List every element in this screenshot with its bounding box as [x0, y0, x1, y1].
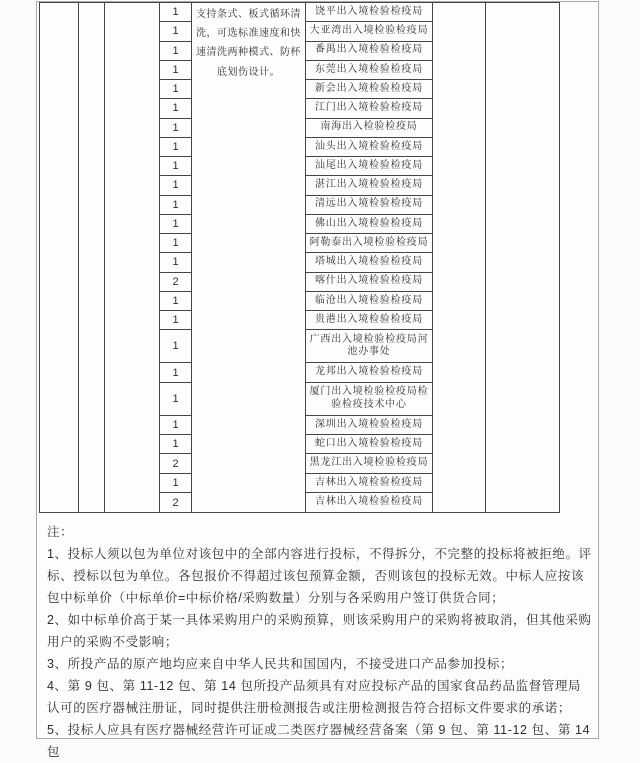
bureau-cell: 佛山出入境检验检疫局	[306, 215, 432, 234]
bureau-cell: 喀什出入境检验检疫局	[306, 273, 432, 292]
qty-cell: 1	[160, 292, 191, 311]
qty-cell: 1	[160, 416, 191, 435]
bureau-cell: 深圳出入境检验检疫局	[306, 416, 432, 435]
qty-cell: 1	[160, 138, 191, 157]
table-col-empty-3	[105, 3, 160, 512]
note-item: 5、投标人应具有医疗器械经营许可证或二类医疗器械经营备案（第 9 包、第 11-12 包、第 14 包	[47, 723, 591, 759]
table-col-empty-4	[433, 3, 486, 512]
qty-cell: 1	[160, 119, 191, 138]
notes-label: 注：	[47, 525, 74, 539]
procurement-table	[39, 2, 560, 513]
qty-cell: 1	[160, 176, 191, 195]
qty-cell: 2	[160, 454, 191, 473]
qty-cell: 1	[160, 80, 191, 99]
spec-column	[192, 3, 306, 512]
notes-list	[47, 543, 593, 763]
bureau-cell: 蛇口出入境检验检疫局	[306, 435, 432, 454]
qty-cell: 1	[160, 3, 191, 22]
qty-cell: 1	[160, 474, 191, 493]
qty-cell: 1	[160, 435, 191, 454]
note-item: 3、所投产品的原产地均应来自中华人民共和国国内，不接受进口产品参加投标；	[47, 657, 514, 671]
qty-cell: 1	[160, 157, 191, 176]
bureau-cell: 黑龙江出入境检验检疫局	[306, 454, 432, 473]
bureau-cell: 汕头出入境检验检疫局	[306, 138, 432, 157]
bureau-cell: 清远出入境检验检疫局	[306, 196, 432, 215]
note-item: 1、投标人须以包为单位对该包中的全部内容进行投标，不得拆分，不完整的投标将被拒绝。评标、授标以包为单位。各包报价不得超过该包预算金额，否则该包的投标无效。中标人应按该包中标单价（中标单价=中标价格/采购数量）分别与各采购用户签订供货合同；	[47, 547, 592, 605]
qty-cell: 1	[160, 42, 191, 61]
bureau-column	[306, 3, 433, 512]
qty-cell: 1	[160, 22, 191, 41]
bureau-cell: 广西出入境检验检疫局河池办事处	[306, 330, 432, 363]
bureau-cell: 江门出入境检验检疫局	[306, 99, 432, 118]
qty-column	[160, 3, 192, 512]
bureau-cell: 阿勒泰出入境检验检疫局	[306, 234, 432, 253]
qty-cell: 1	[160, 99, 191, 118]
qty-cell: 1	[160, 196, 191, 215]
bureau-cell: 汕尾出入境检验检疫局	[306, 157, 432, 176]
qty-cell: 1	[160, 383, 191, 416]
bureau-cell: 南海出入检验检疫局	[306, 119, 432, 138]
bureau-cell: 吉林出入境检验检疫局	[315, 496, 423, 508]
bureau-cell: 番禺出入境检验检疫局	[306, 42, 432, 61]
bureau-cell: 厦门出入境检验检疫局检验检疫技术中心	[306, 383, 432, 416]
qty-cell: 1	[160, 215, 191, 234]
qty-cell: 1	[160, 234, 191, 253]
table-col-empty-5	[486, 3, 559, 512]
bureau-cell: 湛江出入境检验检疫局	[306, 176, 432, 195]
note-item: 2、如中标单价高于某一具体采购用户的采购预算，则该采购用户的采购将被取消，但其他采购用户的采购不受影响；	[47, 613, 592, 649]
table-col-empty-1	[40, 3, 79, 512]
bureau-cell: 临沧出入境检验检疫局	[306, 292, 432, 311]
product-spec-text: 支持条式、板式循环清洗，可选标准速度和快速清洗两种模式、防杯底划伤设计。	[196, 9, 301, 78]
bureau-cell: 饶平出入境检验检疫局	[306, 3, 432, 22]
note-item: 4、第 9 包、第 11-12 包、第 14 包所投产品须具有对应投标产品的国家食品药品监督管理局认可的医疗器械注册证，同时提供注册检测报告或注册检测报告符合招标文件要求的承诺；	[47, 679, 582, 715]
bureau-cell: 新会出入境检验检疫局	[306, 80, 432, 99]
notes-section	[47, 521, 593, 763]
qty-cell: 1	[160, 311, 191, 330]
qty-cell: 1	[160, 330, 191, 363]
bureau-cell: 贵港出入境检验检疫局	[306, 311, 432, 330]
bureau-cell: 龙邦出入境检验检疫局	[306, 363, 432, 382]
bureau-cell: 东莞出入境检验检疫局	[306, 61, 432, 80]
qty-cell: 2	[172, 496, 179, 509]
qty-cell: 1	[160, 61, 191, 80]
bureau-cell: 塔城出入境检验检疫局	[306, 253, 432, 272]
table-col-empty-2	[79, 3, 105, 512]
bureau-cell: 吉林出入境检验检疫局	[306, 474, 432, 493]
bureau-cell: 大亚湾出入境检验检疫局	[306, 22, 432, 41]
qty-cell: 1	[160, 253, 191, 272]
qty-cell: 2	[160, 273, 191, 292]
qty-cell: 1	[160, 363, 191, 382]
